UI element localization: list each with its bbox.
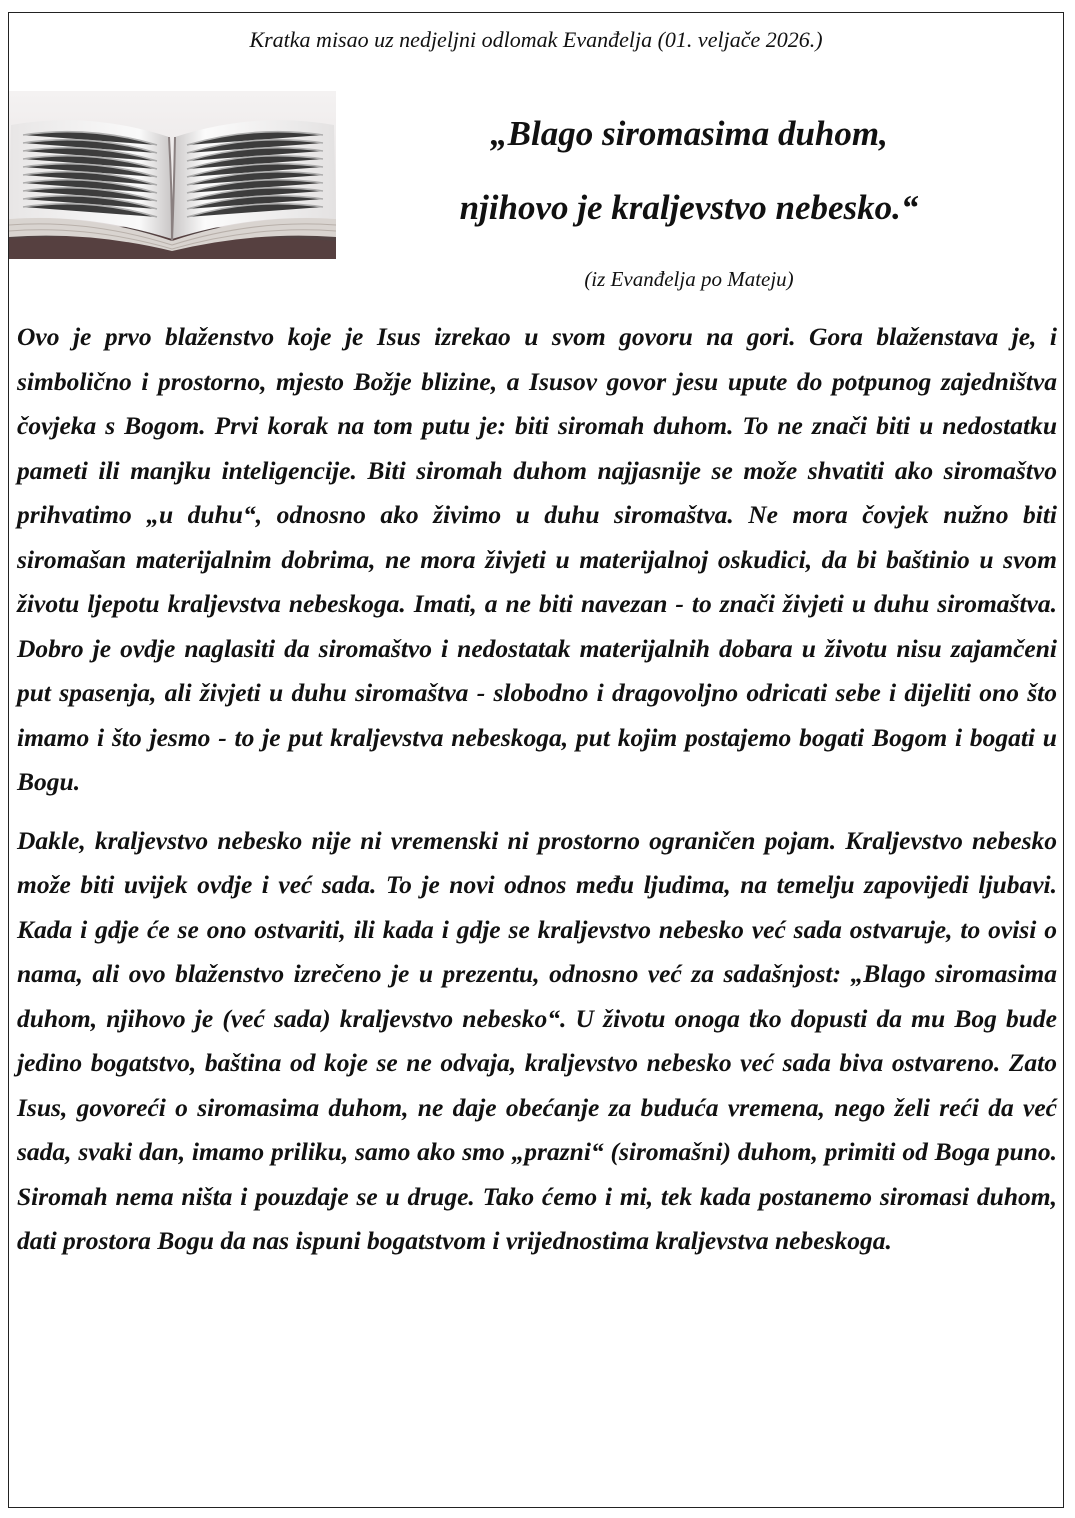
page-frame (8, 12, 1064, 1508)
quote (369, 97, 1009, 245)
body-text (17, 315, 1057, 1278)
header-title: Kratka misao uz nedjeljni odlomak Evanđelja (01. veljače 2026.) (249, 27, 823, 52)
open-book-icon (9, 91, 336, 259)
paragraph-2: Dakle, kraljevstvo nebesko nije ni vremenski ni prostorno ograničen pojam. Kraljevstvo nebesko može biti uvijek ovdje i već sada. To je novi odnos među ljudima, na temelju zapovijedi ljubavi. Kada i gdje će se ono ostvariti, ili kada i gdje se kraljevstvo nebesko već sada ostvaruje, to ovisi o nama, ali ovo blaženstvo izrečeno je u prezentu, odnosno već za sadašnjost: „Blago siromasima duhom, njihovo je (već sada) kraljevstvo nebesko“. U životu onoga tko dopusti da mu Bog bude jedino bogatstvo, baština od koje se ne odvaja, kraljevstvo nebesko već sada biva ostvareno. Zato Isus, govoreći o siromasima duhom, ne daje obećanje za buduća vremena, nego želi reći da već sada, svaki dan, imamo priliku, samo ako smo „prazni“ (siromašni) duhom, primiti od Boga puno. Siromah nema ništa i pouzdaje se u druge. Tako ćemo i mi, tek kada postanemo siromasi duhom, dati prostora Bogu da nas ispuni bogatstvom i vrijednostima kraljevstva nebeskoga. (17, 825, 1057, 1255)
quote-source: (iz Evanđelja po Mateju) (584, 267, 794, 291)
quote-line-2: njihovo je kraljevstvo nebesko.“ (459, 188, 919, 227)
quote-line-1: „Blago siromasima duhom, (490, 114, 888, 153)
paragraph-1: Ovo je prvo blaženstvo koje je Isus izrekao u svom govoru na gori. Gora blaženstava je, i simbolično i prostorno, mjesto Božje blizine, a Isusov govor jesu upute do potpunog zajedništva čovjeka s Bogom. Prvi korak na tom putu je: biti siromah duhom. To ne znači biti u nedostatku pameti ili manjku inteligencije. Biti siromah duhom najjasnije se može shvatiti ako siromaštvo prihvatimo „u duhu“, odnosno ako živimo u duhu siromaštva. Ne mora čovjek nužno biti siromašan materijalnim dobrima, ne mora živjeti u materijalnoj oskudici, da bi baštinio u svom životu ljepotu kraljevstva nebeskoga. Imati, a ne biti navezan - to znači živjeti u duhu siromaštva. Dobro je ovdje naglasiti da siromaštvo i nedostatak materijalnih dobara u životu nisu zajamčeni put spasenja, ali živjeti u duhu siromaštva - slobodno i dragovoljno odricati sebe i dijeliti ono što imamo i što jesmo - to je put kraljevstva nebeskoga, put kojim postajemo bogati Bogom i bogati u Bogu. (17, 322, 1057, 796)
